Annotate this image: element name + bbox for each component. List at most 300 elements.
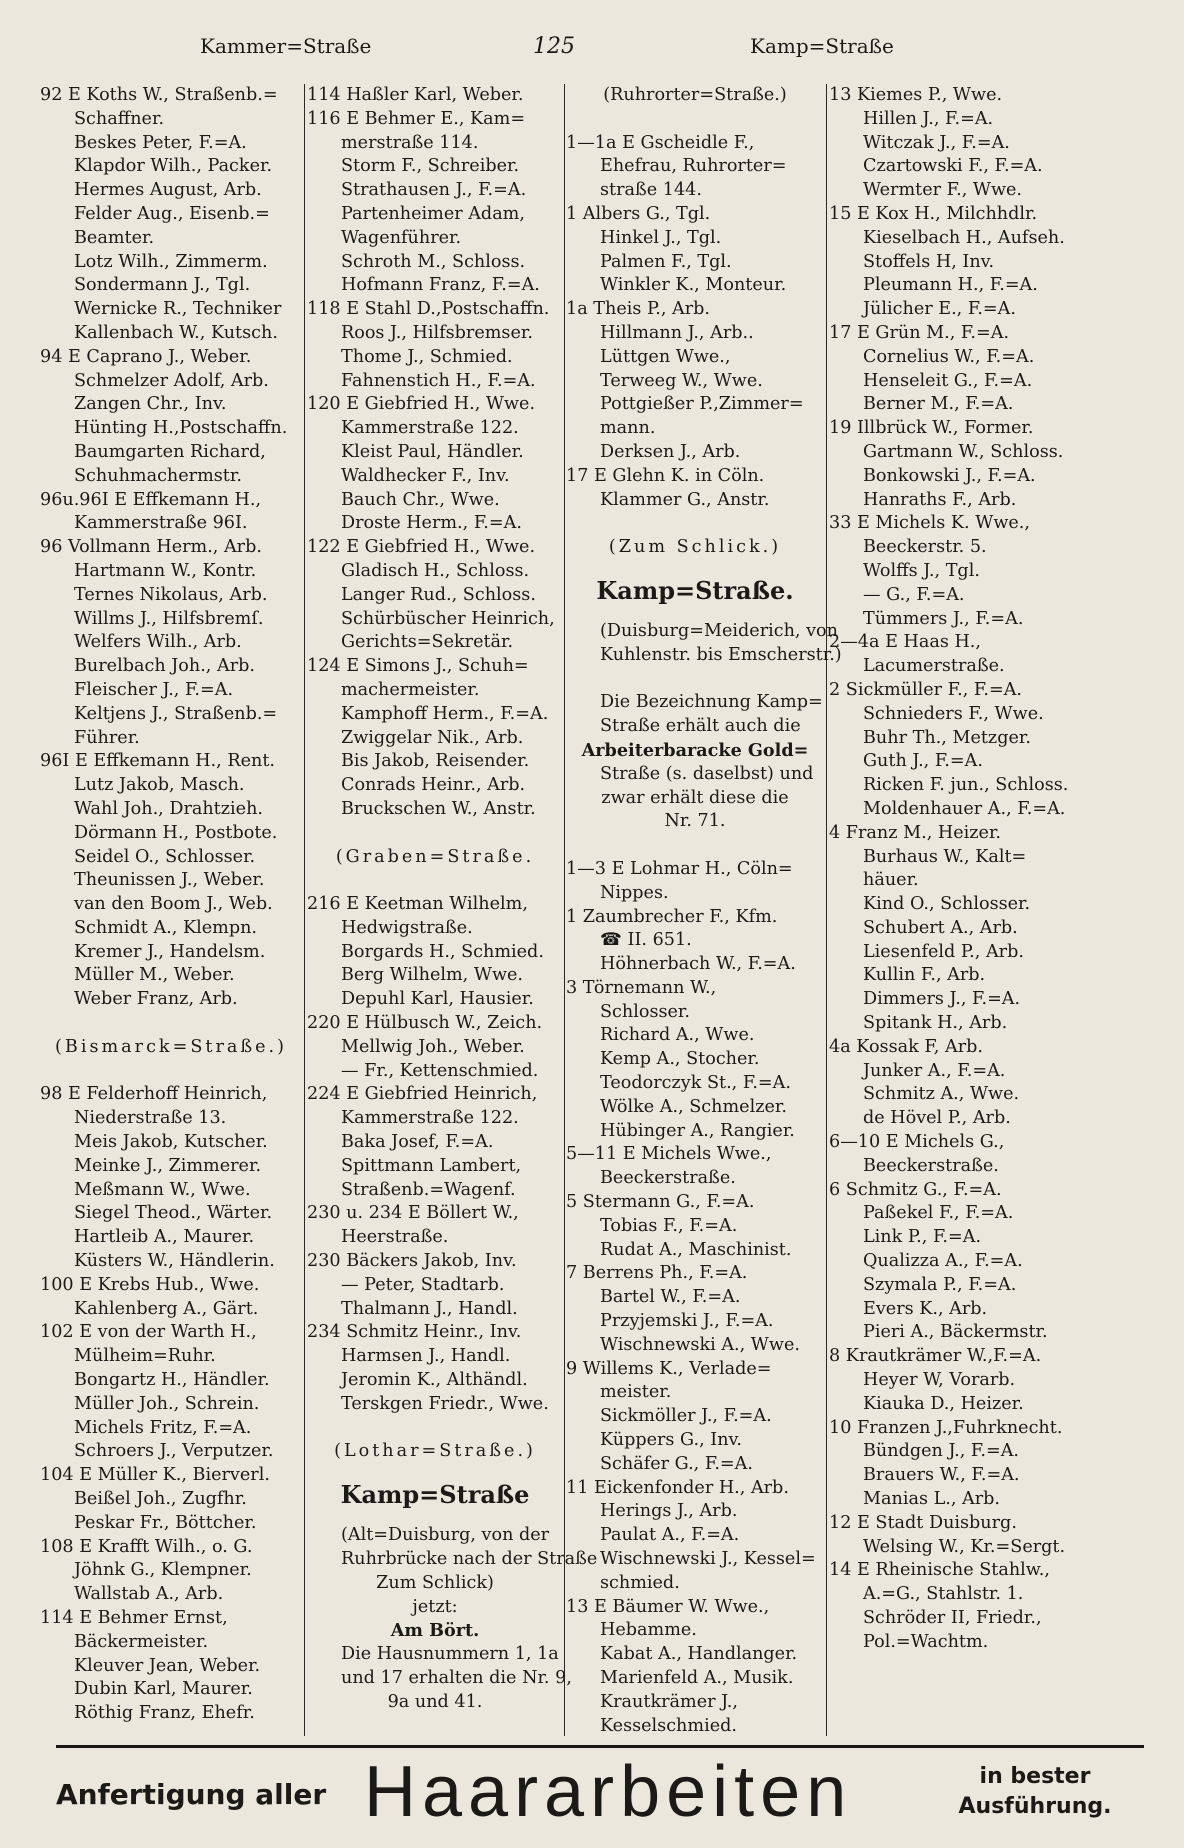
directory-entry [829,203,1143,227]
directory-entry [829,1631,1143,1655]
directory-entry [307,1596,563,1620]
directory-entry [40,370,302,394]
directory-entry [829,869,1143,893]
entry-text: Albers G., Tgl. [582,203,711,224]
directory-entry [829,1274,1143,1298]
directory-entry [307,1667,572,1691]
entry-text: E Giebfried H., Wwe. [346,394,536,415]
directory-entry [829,893,1143,917]
directory-entry [829,703,1143,727]
directory-entry [307,1250,563,1274]
entry-text: E Glehn K. in Cöln. [593,465,765,486]
directory-entry [307,1440,563,1464]
entry-text: Weber Franz, Arb. [74,989,238,1010]
directory-entry [566,1429,824,1453]
directory-entry [40,1678,302,1702]
directory-entry [829,465,1143,489]
house-number: 33 [829,513,852,534]
directory-entry [40,1417,302,1441]
directory-entry [566,251,824,275]
directory-entry [566,489,824,513]
directory-entry [40,1226,302,1250]
entry-text: Conrads Heinr., Arb. [341,775,526,796]
directory-entry [566,953,824,977]
directory-entry [40,1631,302,1655]
directory-entry [566,1500,824,1524]
house-number: 220 [307,1013,341,1034]
blank-line [566,668,824,692]
directory-entry [307,1107,563,1131]
entry-text: Schroers J., Verputzer. [74,1441,274,1462]
blank-line [566,512,824,536]
entry-text: Bündgen J., F.=A. [863,1441,1020,1462]
directory-entry [307,84,563,108]
entry-text: schmied. [600,1572,680,1593]
house-number: 1 [566,203,578,224]
entry-text: machermeister. [341,679,480,700]
entry-text: E Giebfried Heinrich, [346,1084,538,1105]
entry-text: E Lohmar H., Cöln= [611,858,793,879]
directory-entry [307,370,563,394]
entry-text: Höhnerbach W., F.=A. [600,954,796,975]
entry-text: Kleuver Jean, Weber. [74,1655,261,1676]
house-number: 114 [40,1608,74,1628]
directory-entry [40,988,302,1012]
column-divider [304,84,305,1736]
entry-text: Wagenführer. [341,227,462,248]
entry-text: Schröder II, Friedr., [863,1608,1042,1628]
entry-text: Zum Schlick) [376,1572,494,1593]
directory-entry [307,727,563,751]
entry-text: mann. [600,418,656,439]
directory-entry [566,1048,824,1072]
directory-entry [829,274,1143,298]
directory-entry [829,1202,1143,1226]
entry-text: Sondermann J., Tgl. [74,275,251,296]
directory-entry [566,644,842,668]
directory-entry [829,1488,1143,1512]
entry-text: Roos J., Hilfsbremser. [341,322,533,343]
directory-entry [566,155,824,179]
directory-entry [40,1464,302,1488]
directory-entry [829,1536,1143,1560]
directory-entry [40,251,302,275]
directory-entry [829,1321,1143,1345]
entry-text: Hillen J., F.=A. [863,108,994,129]
directory-entry [40,393,302,417]
entry-text: Berner M., F.=A. [863,394,1014,415]
entry-text: Fleischer J., F.=A. [74,679,234,700]
entry-text: Strathausen J., F.=A. [341,180,527,201]
directory-entry [40,1274,302,1298]
directory-entry [307,1012,563,1036]
directory-entry [40,917,302,941]
blank-line [307,869,563,893]
entry-text: Jülicher E., F.=A. [863,299,1016,320]
entry-text: Mellwig Joh., Weber. [341,1036,525,1057]
directory-entry [829,941,1143,965]
entry-text: Buhr Th., Metzger. [863,727,1031,748]
directory-entry [829,750,1143,774]
entry-text: E Koths W., Straßenb.= [67,85,278,105]
entry-text: Gladisch H., Schloss. [341,560,530,581]
directory-entry [829,1559,1143,1583]
entry-text: Wolffs J., Tgl. [863,560,980,581]
entry-text: Tobias F., F.=A. [600,1215,738,1236]
entry-text: Hebamme. [600,1620,697,1641]
entry-text: Heerstraße. [341,1227,449,1248]
header-right: Kamp=Straße [750,34,894,58]
directory-entry [566,1596,824,1620]
directory-entry [307,750,563,774]
directory-entry [307,1036,563,1060]
directory-entry [829,774,1143,798]
entry-text: E Grün M., F.=A. [856,322,1010,343]
entry-text: Bäckermeister. [74,1631,209,1652]
directory-entry [307,1369,563,1393]
entry-text: (Graben=Straße. [335,846,535,867]
house-number: 122 [307,537,341,558]
directory-entry [566,322,824,346]
entry-text: Pol.=Wachtm. [863,1631,989,1652]
entry-text: Richard A., Wwe. [600,1025,755,1046]
entry-text: Theunissen J., Weber. [74,870,265,891]
directory-entry [307,1060,563,1084]
entry-text: Beskes Peter, F.=A. [74,132,247,153]
entry-text: Langer Rud., Schloss. [341,584,536,605]
directory-entry [566,393,824,417]
house-number: 2 [829,679,841,700]
entry-text: E Keetman Wilhelm, [346,894,528,915]
house-number: 5—11 [566,1144,618,1165]
entry-text: E Effkemann H., [114,489,262,510]
directory-entry [307,608,563,632]
entry-text: häuer. [863,870,919,891]
entry-text: Zangen Chr., Inv. [74,394,227,415]
directory-entry [40,1559,302,1583]
directory-entry [566,227,824,251]
directory-entry [307,1572,563,1596]
entry-text: Röthig Franz, Ehefr. [74,1703,255,1724]
entry-text: Moldenhauer A., F.=A. [863,798,1066,819]
header-left: Kammer=Straße [200,34,372,58]
entry-text: Waldhecker F., Inv. [341,465,510,486]
entry-text: van den Boom J., Web. [74,894,273,915]
directory-entry [829,631,1143,655]
entry-text: Bruckschen W., Anstr. [341,798,536,819]
entry-text: Eickenfonder H., Arb. [593,1477,789,1498]
directory-entry [566,620,838,644]
entry-text: E Michels G., [885,1132,1005,1153]
entry-text: Niederstraße 13. [74,1108,227,1129]
entry-text: Schmitz A., Wwe. [863,1084,1020,1105]
directory-entry [40,1536,302,1560]
directory-entry [40,1345,302,1369]
directory-entry [566,370,824,394]
directory-entry [307,631,563,655]
entry-text: Palmen F., Tgl. [600,251,732,272]
entry-text: Mülheim=Ruhr. [74,1346,216,1367]
directory-entry [566,1572,824,1596]
directory-entry [566,906,824,930]
house-number: 12 [829,1512,852,1533]
directory-entry [307,798,563,822]
entry-text: Kremer J., Handelsm. [74,941,266,962]
directory-entry [829,1345,1143,1369]
directory-entry [307,584,563,608]
directory-entry [566,1191,824,1215]
directory-entry [566,1548,824,1572]
directory-entry [40,227,302,251]
directory-entry [307,1321,563,1345]
entry-text: Seidel O., Schlosser. [74,846,256,867]
house-number: 92 [40,85,63,105]
entry-text: E Behmer E., Kam= [346,108,526,129]
directory-entry [40,750,302,774]
entry-text: E Michels Wwe., [622,1144,772,1165]
directory-entry [566,1239,824,1263]
column-1 [40,84,302,1734]
directory-entry [40,679,302,703]
house-number: 118 [307,299,341,320]
entry-text: Thalmann J., Handl. [341,1298,518,1319]
directory-entry [566,739,824,763]
entry-text: Paßekel F., F.=A. [863,1203,1014,1224]
directory-entry [829,798,1143,822]
directory-entry [829,1060,1143,1084]
house-number: 96I [40,751,70,772]
entry-text: Partenheimer Adam, [341,203,525,224]
entry-text: Ricken F. jun., Schloss. [863,775,1069,796]
directory-entry [566,203,824,227]
entry-text: Schaffner. [74,108,165,129]
house-number: 17 [566,465,589,486]
directory-entry [40,964,302,988]
directory-entry [40,703,302,727]
advert-right-text [926,1762,1144,1822]
entry-text: Kieselbach H., Aufseh. [863,227,1065,248]
house-number: 10 [829,1417,852,1438]
directory-entry [307,1691,563,1715]
directory-entry [829,655,1143,679]
directory-entry [829,1393,1143,1417]
directory-entry [829,1155,1143,1179]
directory-entry [566,132,824,156]
house-number: 4 [829,822,841,843]
directory-entry [566,441,824,465]
house-number: 124 [307,656,341,677]
directory-entry [829,346,1143,370]
directory-entry [40,1298,302,1322]
entry-text: Derksen J., Arb. [600,441,741,462]
directory-entry [307,917,563,941]
house-number: 108 [40,1536,74,1557]
directory-entry [307,560,563,584]
advert-rule [56,1745,1144,1748]
entry-text: Krautkrämer W.,F.=A. [845,1346,1042,1367]
entry-text: Siegel Theod., Wärter. [74,1203,273,1224]
entry-text: Am Bört. [390,1620,480,1642]
entry-text: Hartleib A., Maurer. [74,1227,255,1248]
entry-text: Dörmann H., Postbote. [74,822,278,843]
directory-entry [566,1120,824,1144]
entry-text: Witczak J., F.=A. [863,132,1010,153]
entry-text: Meinke J., Zimmerer. [74,1155,262,1176]
entry-text: Kemp A., Stocher. [600,1049,760,1070]
entry-text: Schnieders F., Wwe. [863,703,1044,724]
directory-entry [566,1286,824,1310]
entry-text: E Böllert W., [407,1203,519,1224]
directory-entry [307,1155,563,1179]
directory-entry [307,227,563,251]
entry-text: Schäfer G., F.=A. [600,1453,753,1474]
directory-entry [829,1464,1143,1488]
entry-text: Kiauka D., Heizer. [863,1393,1024,1414]
entry-text: Hanraths F., Arb. [863,489,1017,510]
entry-text: Sickmöller J., F.=A. [600,1406,772,1427]
entry-text: Beeckerstraße. [863,1155,999,1176]
directory-entry [829,512,1143,536]
entry-text: Schubert A., Arb. [863,917,1018,938]
house-number: 2—4a [829,632,880,653]
directory-entry [566,346,824,370]
entry-text: Franz M., Heizer. [845,822,1002,843]
directory-entry [307,203,563,227]
entry-text: E Kox H., Milchhdlr. [856,203,1038,224]
entry-text: Burelbach Joh., Arb. [74,656,255,677]
directory-entry [307,322,563,346]
directory-entry [307,1131,563,1155]
entry-text: Nippes. [600,882,669,903]
directory-entry [40,608,302,632]
directory-entry [40,465,302,489]
directory-entry [40,869,302,893]
entry-text: Kiemes P., Wwe. [856,85,1003,105]
directory-entry [829,1036,1143,1060]
directory-entry [307,417,563,441]
entry-text: Kind O., Schlosser. [863,894,1031,915]
directory-entry [40,1250,302,1274]
directory-entry [307,1179,563,1203]
directory-entry [307,1226,563,1250]
directory-entry [40,941,302,965]
directory-entry [307,1619,563,1643]
house-number: 120 [307,394,341,415]
entry-text: Michels Fritz, F.=A. [74,1417,252,1438]
directory-entry [566,1405,824,1429]
directory-entry [40,441,302,465]
directory-entry [307,1393,563,1417]
directory-entry [307,1083,563,1107]
entry-text: Küsters W., Händlerin. [74,1251,275,1272]
entry-text: Zwiggelar Nik., Arb. [341,727,524,748]
entry-text: Baumgarten Richard, [74,441,266,462]
entry-text: Meis Jakob, Kutscher. [74,1132,268,1153]
entry-text: Vollmann Herm., Arb. [67,537,262,558]
directory-entry [307,441,563,465]
directory-entry [566,465,824,489]
entry-text: Die Bezeichnung Kamp= [600,692,823,713]
directory-entry [829,1012,1143,1036]
house-number: 1a [566,299,588,320]
directory-entry [40,322,302,346]
directory-entry [40,179,302,203]
directory-entry [566,1477,824,1501]
entry-text: Berrens Ph., F.=A. [582,1263,748,1284]
entry-text: Bongartz H., Händler. [74,1370,270,1391]
directory-entry [566,1262,824,1286]
directory-entry [829,370,1143,394]
directory-entry [307,179,563,203]
house-number: 4a [829,1036,851,1057]
directory-entry [566,858,824,882]
entry-text: Hillmann J., Arb.. [600,322,754,343]
entry-text: Kahlenberg A., Gärt. [74,1298,259,1319]
entry-text: und 17 erhalten die Nr. 9, [341,1668,572,1688]
directory-entry [566,1358,824,1382]
house-number: 15 [829,203,852,224]
entry-text: Bäckers Jakob, Inv. [346,1251,517,1272]
entry-text: Klapdor Wilh., Packer. [74,156,273,177]
directory-entry [40,1107,302,1131]
entry-text: E Rheinische Stahlw., [856,1560,1050,1581]
directory-entry [307,298,563,322]
directory-entry [566,1667,824,1691]
entry-text: Stoffels H, Inv. [863,251,995,272]
directory-entry [566,691,824,715]
directory-entry [566,84,824,108]
entry-text: Schmelzer Adolf, Arb. [74,370,269,391]
directory-entry [40,1583,302,1607]
entry-text: Fahnenstich H., F.=A. [341,370,536,391]
directory-entry [566,1334,824,1358]
advertisement [56,1752,1144,1832]
entry-text: de Hövel P., Arb. [863,1108,1011,1129]
entry-text: Gerichts=Sekretär. [341,632,514,653]
house-number: 114 [307,85,341,105]
directory-entry [307,1524,563,1548]
house-number: 102 [40,1322,74,1343]
directory-entry [829,155,1143,179]
directory-entry [829,1583,1143,1607]
directory-entry [829,917,1143,941]
entry-text: Führer. [74,727,140,748]
house-number: 104 [40,1465,74,1486]
blank-line [566,834,824,858]
advert-headline: Haararbeiten [364,1752,853,1832]
entry-text: Teodorczyk St., F.=A. [600,1073,791,1094]
entry-text: Berg Wilhelm, Wwe. [341,965,524,986]
directory-entry [40,1702,302,1726]
directory-entry [566,763,824,787]
directory-entry [566,977,824,1001]
directory-entry [566,179,824,203]
house-number: 1—1a [566,132,617,153]
entry-text: Beamter. [74,227,155,248]
entry-text: Lüttgen Wwe., [600,346,731,367]
directory-entry [829,84,1143,108]
column-divider [564,84,565,1736]
entry-text: Hofmann Franz, F.=A. [341,275,540,296]
directory-entry [566,810,824,834]
entry-text: — Peter, Stadtarb. [341,1274,505,1295]
directory-entry [307,1202,563,1226]
directory-entry [566,1310,824,1334]
entry-text: Kuhlenstr. bis Emscherstr.) [600,644,842,665]
entry-text: Guth J., F.=A. [863,751,983,772]
directory-entry [566,1215,824,1239]
entry-text: Keltjens J., Straßenb.= [74,703,278,724]
